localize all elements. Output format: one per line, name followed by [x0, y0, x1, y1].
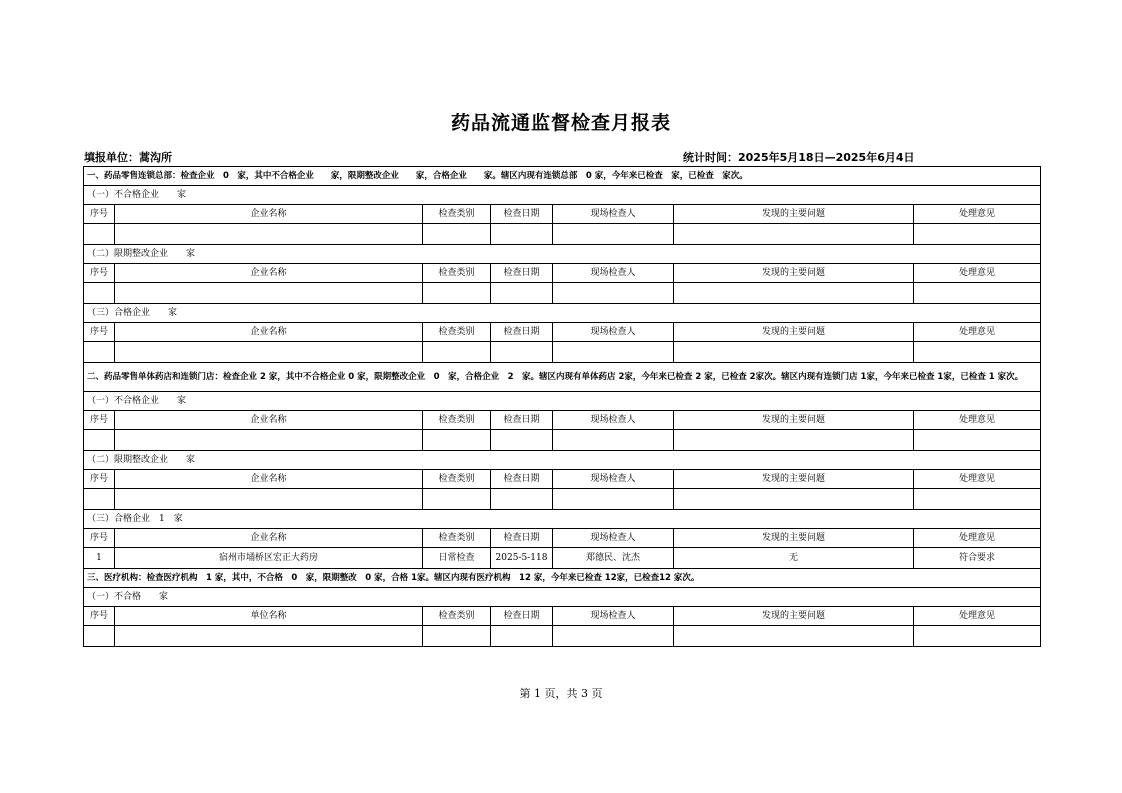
table-row — [84, 548, 1041, 569]
header-check-type: 检查类别 — [423, 205, 491, 224]
empty-row — [84, 626, 1041, 647]
header-opinion: 处理意见 — [914, 264, 1041, 283]
subsection-rectify: （二）限期整改企业 家 — [84, 451, 1041, 470]
empty-row — [84, 283, 1041, 304]
header-seq: 序号 — [84, 470, 115, 489]
header-check-date: 检查日期 — [491, 411, 553, 430]
page-footer: 第 1 页，共 3 页 — [519, 687, 603, 700]
header-inspector: 现场检查人 — [553, 323, 674, 342]
header-check-date: 检查日期 — [491, 323, 553, 342]
table-header-row — [84, 411, 1041, 430]
statistics-period: 统计时间：2025年5月18日—2025年6月4日 — [683, 151, 915, 164]
header-check-type: 检查类别 — [423, 607, 491, 626]
section-single-store-summary: 二、药品零售单体药店和连锁门店：检查企业 2 家，其中不合格企业 0 家，限期整改企业 0 家，合格企业 2 家。辖区内现有单体药店 2家，今年来已检查 2 家，已检查 2家次。辖区内现有连锁门店 1家，今年来已检查 1家，已检查 1 家次。 — [84, 363, 1041, 392]
table-header-row — [84, 529, 1041, 548]
subsection-unqualified: （一）不合格企业 家 — [84, 186, 1041, 205]
table-header-row — [84, 470, 1041, 489]
header-problems: 发现的主要问题 — [674, 607, 914, 626]
header-check-type: 检查类别 — [423, 323, 491, 342]
header-inspector: 现场检查人 — [553, 264, 674, 283]
header-seq: 序号 — [84, 264, 115, 283]
header-seq: 序号 — [84, 411, 115, 430]
row-inspector: 郑德民、沈杰 — [553, 548, 674, 569]
empty-row — [84, 342, 1041, 363]
header-inspector: 现场检查人 — [553, 529, 674, 548]
header-unit-name: 单位名称 — [115, 607, 423, 626]
header-inspector: 现场检查人 — [553, 205, 674, 224]
header-company-name: 企业名称 — [115, 470, 423, 489]
header-check-type: 检查类别 — [423, 411, 491, 430]
header-opinion: 处理意见 — [914, 529, 1041, 548]
section-medical-summary: 三、医疗机构：检查医疗机构 1 家，其中，不合格 0 家，限期整改 0 家，合格 1家。辖区内现有医疗机构 12 家，今年来已检查 12家，已检查12 家次。 — [84, 569, 1041, 588]
header-inspector: 现场检查人 — [553, 411, 674, 430]
header-seq: 序号 — [84, 205, 115, 224]
header-inspector: 现场检查人 — [553, 470, 674, 489]
header-check-date: 检查日期 — [491, 607, 553, 626]
header-problems: 发现的主要问题 — [674, 323, 914, 342]
header-opinion: 处理意见 — [914, 470, 1041, 489]
section-chain-hq-summary: 一、药品零售连锁总部：检查企业 0 家，其中不合格企业 家，限期整改企业 家，合格企业 家。辖区内现有连锁总部 0 家，今年来已检查 家，已检查 家次。 — [84, 167, 1041, 186]
header-company-name: 企业名称 — [115, 323, 423, 342]
header-check-date: 检查日期 — [491, 264, 553, 283]
header-opinion: 处理意见 — [914, 323, 1041, 342]
header-company-name: 企业名称 — [115, 264, 423, 283]
header-seq: 序号 — [84, 323, 115, 342]
header-check-type: 检查类别 — [423, 529, 491, 548]
header-opinion: 处理意见 — [914, 607, 1041, 626]
header-check-type: 检查类别 — [423, 264, 491, 283]
header-problems: 发现的主要问题 — [674, 470, 914, 489]
table-header-row — [84, 323, 1041, 342]
subsection-qualified: （三）合格企业 家 — [84, 304, 1041, 323]
header-problems: 发现的主要问题 — [674, 264, 914, 283]
header-company-name: 企业名称 — [115, 205, 423, 224]
subsection-unqualified: （一）不合格 家 — [84, 588, 1041, 607]
header-company-name: 企业名称 — [115, 529, 423, 548]
subsection-unqualified: （一）不合格企业 家 — [84, 392, 1041, 411]
header-problems: 发现的主要问题 — [674, 411, 914, 430]
header-company-name: 企业名称 — [115, 411, 423, 430]
header-seq: 序号 — [84, 607, 115, 626]
row-seq: 1 — [84, 548, 115, 569]
filing-unit: 填报单位：蒿沟所 — [84, 151, 172, 164]
empty-row — [84, 430, 1041, 451]
table-header-row — [84, 607, 1041, 626]
report-title: 药品流通监督检查月报表 — [450, 112, 671, 134]
row-problems: 无 — [674, 548, 914, 569]
table-header-row — [84, 264, 1041, 283]
header-check-date: 检查日期 — [491, 205, 553, 224]
row-check-date: 2025-5-118 — [491, 548, 553, 569]
table-header-row — [84, 205, 1041, 224]
header-problems: 发现的主要问题 — [674, 205, 914, 224]
header-opinion: 处理意见 — [914, 205, 1041, 224]
row-opinion: 符合要求 — [914, 548, 1041, 569]
header-problems: 发现的主要问题 — [674, 529, 914, 548]
header-opinion: 处理意见 — [914, 411, 1041, 430]
row-company-name: 宿州市埇桥区宏正大药房 — [115, 548, 423, 569]
header-inspector: 现场检查人 — [553, 607, 674, 626]
empty-row — [84, 224, 1041, 245]
report-table — [83, 166, 1041, 647]
header-check-date: 检查日期 — [491, 470, 553, 489]
header-check-date: 检查日期 — [491, 529, 553, 548]
subsection-rectify: （二）限期整改企业 家 — [84, 245, 1041, 264]
empty-row — [84, 489, 1041, 510]
header-check-type: 检查类别 — [423, 470, 491, 489]
header-seq: 序号 — [84, 529, 115, 548]
row-check-type: 日常检查 — [423, 548, 491, 569]
subsection-qualified: （三）合格企业 1 家 — [84, 510, 1041, 529]
